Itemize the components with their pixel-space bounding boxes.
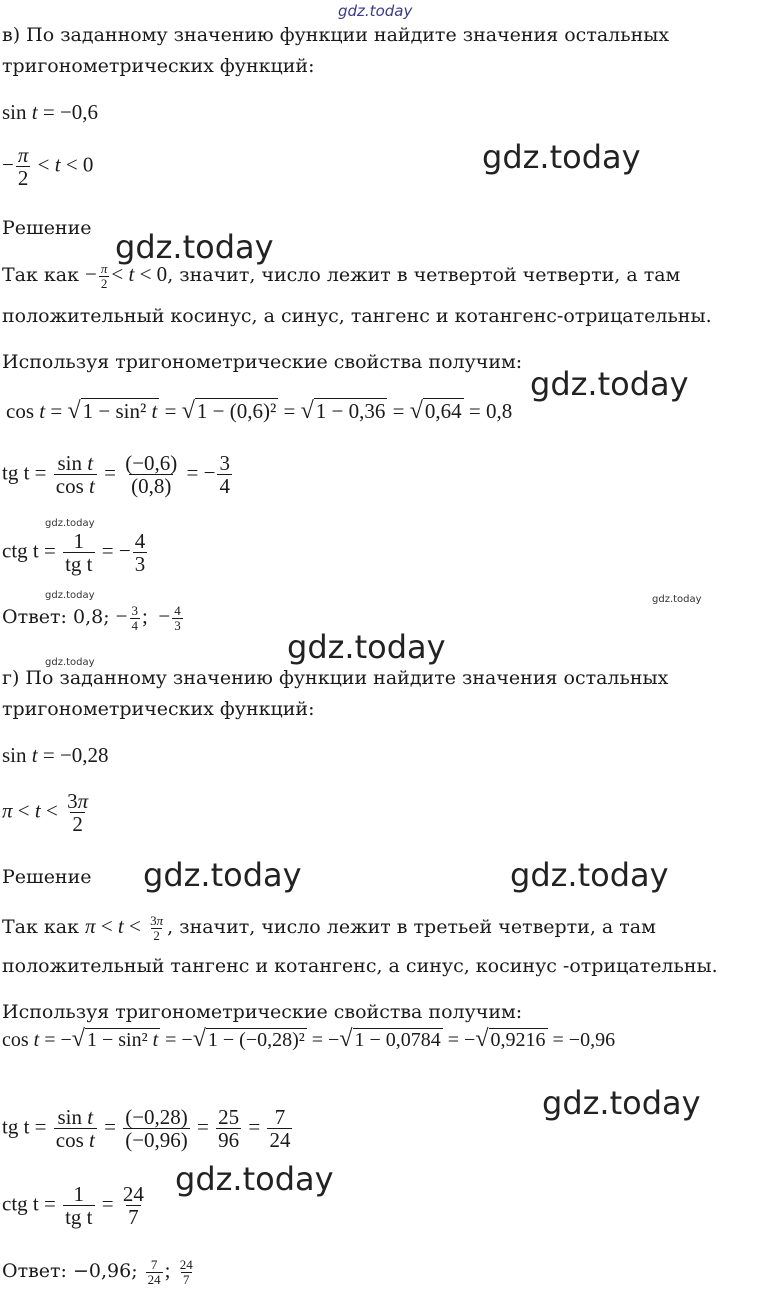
watermark: gdz.today	[287, 628, 446, 666]
watermark: gdz.today	[652, 594, 702, 605]
cos-equation: cos t = −√ 1 − sin² t = −√ 1 − (−0,28)² = −√ 1 − 0,0784 = −√ 0,9216 = −0,96	[2, 1026, 616, 1052]
problem-heading: г) По заданному значению функции найдите значения остальных	[2, 667, 669, 689]
solution-paragraph: Так как π < t < $\frac{3\pi}{2}$ , значит, число лежит в третьей четверти, а там	[2, 913, 656, 943]
tg-equation: tg t = $\frac{\text{sin t}}{\text{cos t}}$ = $\frac{(-0,6)}{(0,8)}$ = − $\frac{3}{4}$	[2, 451, 230, 499]
given-interval: − $\frac{\pi}{2}$ < t < 0	[2, 143, 94, 191]
watermark: gdz.today	[175, 1160, 334, 1198]
problem-heading: в) По заданному значению функции найдите значения остальных	[2, 24, 670, 46]
solution-paragraph-cont: положительный тангенс и котангенс, а синус, косинус -отрицательны.	[2, 955, 718, 977]
solution-paragraph-cont: положительный косинус, а синус, тангенс и котангенс-отрицательны.	[2, 305, 712, 327]
watermark: gdz.today	[510, 856, 669, 894]
cos-equation: cos t = √1 − sin² t = √1 − (0,6)² = √1 − 0,36 = √0,64 = 0,8	[6, 398, 513, 424]
watermark: gdz.today	[530, 365, 689, 403]
solution-label: Решение	[2, 217, 92, 239]
watermark: gdz.today	[45, 590, 95, 601]
problem-heading-cont: тригонометрических функций:	[2, 55, 315, 77]
watermark: gdz.today	[143, 856, 302, 894]
solution-intro: Используя тригонометрические свойства получим:	[2, 351, 523, 373]
problem-heading-cont: тригонометрических функций:	[2, 698, 315, 720]
watermark-top: gdz.today	[338, 2, 413, 20]
ctg-equation: ctg t = $\frac{1}{\text{tg t}}$ = − $\frac{4}{3}$	[2, 529, 146, 577]
watermark: gdz.today	[115, 228, 274, 266]
answer: Ответ: 0,8; − $\frac{3}{4}$ ; − $\frac{4}{3}$	[2, 603, 181, 633]
watermark: gdz.today	[45, 518, 95, 529]
watermark: gdz.today	[542, 1084, 701, 1122]
solution-intro: Используя тригонометрические свойства получим:	[2, 1001, 523, 1023]
ctg-equation: ctg t = $\frac{1}{\text{tg t}}$ = $\frac{24}{7}$	[2, 1182, 144, 1230]
solution-paragraph: Так как − $\frac{\pi}{2}$ < t < 0, значит, число лежит в четвертой четверти, а там	[2, 261, 681, 291]
given-sin: sin t = −0,28	[2, 743, 109, 767]
given-sin: sin t = −0,6	[2, 100, 99, 124]
tg-equation: tg t = $\frac{\text{sin t}}{\text{cos t}}$ = $\frac{(-0,28)}{(-0,96)}$ = $\frac{25}{96}$ = $\frac{7}{24}$	[2, 1105, 291, 1153]
watermark: gdz.today	[482, 138, 641, 176]
watermark: gdz.today	[45, 657, 95, 668]
answer: Ответ: −0,96; $\frac{7}{24}$ ; $\frac{24}{7}$	[2, 1257, 193, 1287]
solution-label: Решение	[2, 866, 92, 888]
given-interval: π < t < $\frac{3\pi}{2}$	[2, 789, 89, 837]
